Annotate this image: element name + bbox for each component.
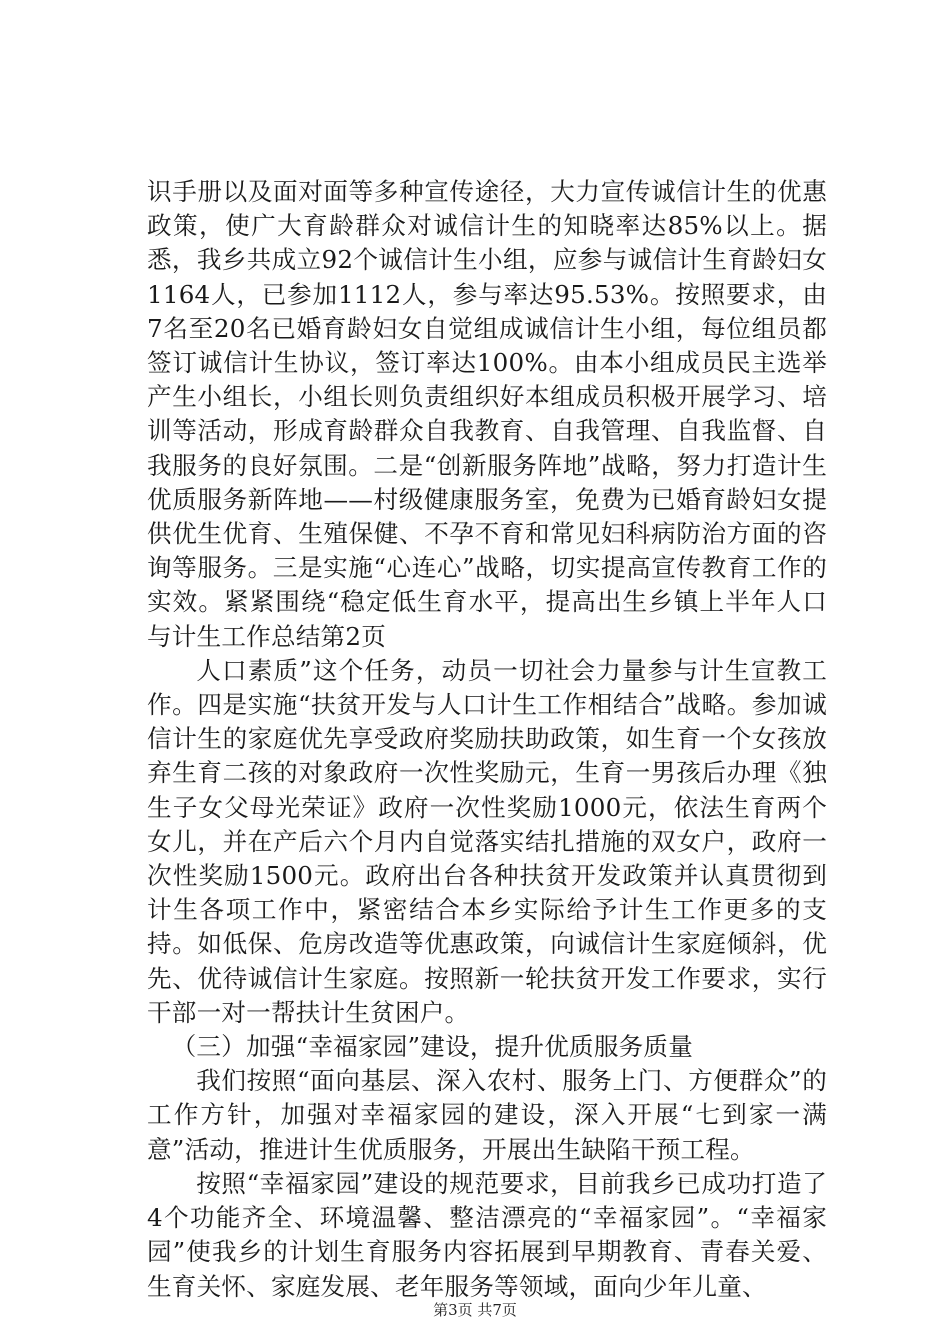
paragraph-continued: 识手册以及面对面等多种宣传途径，大力宣传诚信计生的优惠政策，使广大育龄群众对诚信计生的知晓率达85%以上。据悉，我乡共成立92个诚信计生小组，应参与诚信计生育龄妇女1164人，已参加1112人，参与率达95.53%。按照要求，由7名至20名已婚育龄妇女自觉组成诚信计生小组，每位组员都签订诚信计生协议，签订率达100%。由本小组成员民主选举产生小组长，小组长则负责组织好本组成员积极开展学习、培训等活动，形成育龄群众自我教育、自我管理、自我监督、自我服务的良好氛围。二是“创新服务阵地”战略，努力打造计生优质服务新阵地——村级健康服务室，免费为已婚育龄妇女提供优生优育、生殖保健、不孕不育和常见妇科病防治方面的咨询等服务。三是实施“心连心”战略，切实提高宣传教育工作的实效。紧紧围绕“稳定低生育水平，提高出生乡镇上半年人口与计生工作总结第2页 [147,177,827,651]
document-body [147,175,827,1304]
section-heading-happy-home: （三）加强“幸福家园”建设，提升优质服务质量 [171,1032,694,1062]
page-number: 第3页 共7页 [433,1301,517,1319]
paragraph-population-quality: 人口素质”这个任务，动员一切社会力量参与计生宣教工作。四是实施“扶贫开发与人口计生工作相结合”战略。参加诚信计生的家庭优先享受政府奖励扶助政策，如生育一个女孩放弃生育二孩的对象政府一次性奖励元，生育一男孩后办理《独生子女父母光荣证》政府一次性奖励1000元，依法生育两个女儿，并在产后六个月内自觉落实结扎措施的双女户，政府一次性奖励1500元。政府出台各种扶贫开发政策并认真贯彻到计生各项工作中，紧密结合本乡实际给予计生工作更多的支持。如低保、危房改造等优惠政策，向诚信计生家庭倾斜，优先、优待诚信计生家庭。按照新一轮扶贫开发工作要求，实行干部一对一帮扶计生贫困户。 [147,655,827,1027]
paragraph-happy-home-standard: 按照“幸福家园”建设的规范要求，目前我乡已成功打造了4个功能齐全、环境温馨、整洁漂亮的“幸福家园”。“幸福家园”使我乡的计划生育服务内容拓展到早期教育、青春关爱、生育关怀、家庭发展、老年服务等领域，面向少年儿童、 [147,1168,827,1301]
paragraph-work-policy: 我们按照“面向基层、深入农村、服务上门、方便群众”的工作方针，加强对幸福家园的建设，深入开展“七到家一满意”活动，推进计生优质服务，开展出生缺陷干预工程。 [147,1066,827,1164]
